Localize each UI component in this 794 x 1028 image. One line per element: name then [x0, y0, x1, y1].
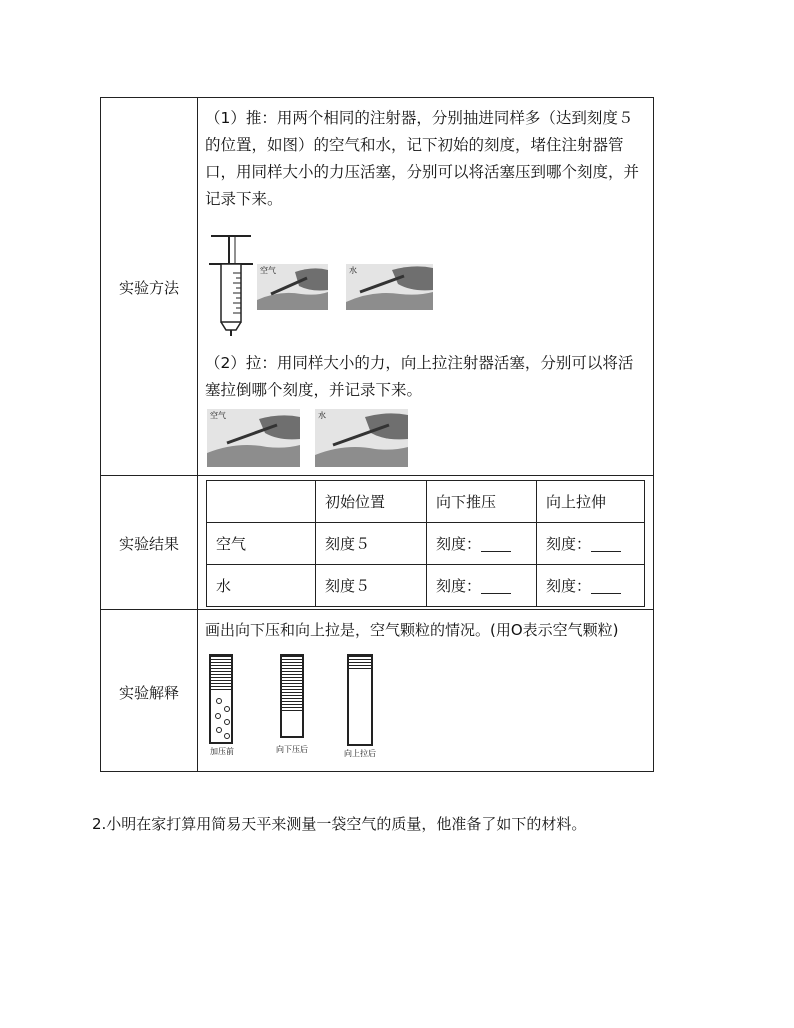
- pull-instruction: （2）拉：用同样大小的力，向上拉注射器活塞，分别可以将活塞拉倒哪个刻度，并记录下来。: [205, 354, 634, 399]
- photo-label-water: 水: [349, 266, 357, 275]
- cell-label: 刻度：: [436, 535, 482, 553]
- answer-blank[interactable]: [481, 579, 511, 594]
- photo-label-water: 水: [318, 411, 326, 420]
- table-row: [207, 565, 645, 607]
- row-name: 水: [207, 565, 316, 607]
- tube-after-push: [280, 654, 304, 738]
- tube-diagrams: [205, 650, 405, 768]
- pull-cell: [537, 523, 645, 565]
- result-table: [206, 480, 645, 607]
- cell-label: 刻度：: [436, 577, 482, 595]
- cell-label: 刻度：: [546, 577, 592, 595]
- table-row: [207, 523, 645, 565]
- experiment-table: [100, 97, 654, 772]
- row-divider: [101, 609, 653, 610]
- answer-blank[interactable]: [591, 579, 621, 594]
- tube-after-pull: [347, 654, 373, 746]
- table-header: 初始位置: [316, 481, 427, 523]
- explain-label: 实验解释: [118, 684, 179, 702]
- initial-cell: 刻度５: [316, 565, 427, 607]
- answer-blank[interactable]: [591, 537, 621, 552]
- photo-water-push: [346, 264, 433, 310]
- table-header: 向上拉伸: [537, 481, 645, 523]
- table-header: [207, 481, 316, 523]
- cell-label: 刻度：: [546, 535, 592, 553]
- photo-air-pull: [207, 409, 300, 467]
- method-label: 实验方法: [118, 279, 179, 297]
- explain-instruction: 画出向下压和向上拉是，空气颗粒的情况。(用O表示空气颗粒): [205, 621, 619, 639]
- question-2: 2.小明在家打算用简易天平来测量一袋空气的质量，他准备了如下的材料。: [92, 815, 587, 833]
- table-header-row: [207, 481, 645, 523]
- row-name: 空气: [207, 523, 316, 565]
- push-cell: [427, 523, 537, 565]
- photo-air-push: [257, 264, 328, 310]
- photo-water-pull: [315, 409, 408, 467]
- photo-label-air: 空气: [210, 411, 226, 420]
- result-label: 实验结果: [118, 535, 179, 553]
- table-header: 向下推压: [427, 481, 537, 523]
- row-divider: [101, 475, 653, 476]
- tube-caption: 向上拉后: [344, 749, 376, 758]
- pull-cell: [537, 565, 645, 607]
- tube-caption: 加压前: [210, 747, 234, 756]
- push-cell: [427, 565, 537, 607]
- push-instruction: （1）推：用两个相同的注射器，分别抽进同样多（达到刻度５的位置，如图）的空气和水，记下初始的刻度，堵住注射器管口，用同样大小的力压活塞，分别可以将活塞压到哪个刻度，并记录下来。: [205, 109, 640, 208]
- photo-label-air: 空气: [260, 266, 276, 275]
- column-divider: [197, 98, 198, 771]
- tube-before-compress: [209, 654, 233, 744]
- answer-blank[interactable]: [481, 537, 511, 552]
- syringe-diagram: [209, 233, 253, 337]
- initial-cell: 刻度５: [316, 523, 427, 565]
- tube-caption: 向下压后: [276, 745, 308, 754]
